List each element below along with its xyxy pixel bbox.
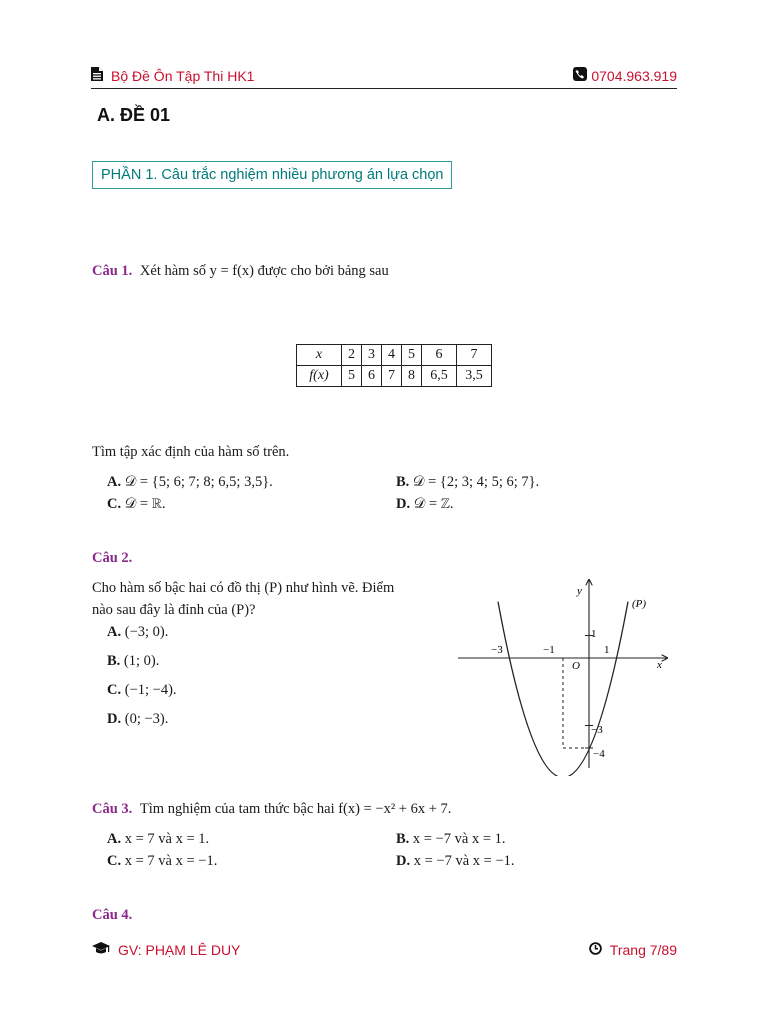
table-row-x xyxy=(297,345,492,366)
q3-option-d[interactable] xyxy=(396,853,515,870)
y-axis-label: y xyxy=(577,585,582,597)
tick-label-y-minus3: −3 xyxy=(591,724,603,736)
tick-label-y-minus4: −4 xyxy=(593,748,605,760)
option-letter: D. xyxy=(107,711,122,727)
tick-label-x-minus1: −1 xyxy=(543,644,555,656)
option-text: 𝒟 = {5; 6; 7; 8; 6,5; 3,5}. xyxy=(124,474,273,490)
question-2 xyxy=(92,550,132,567)
graduation-cap-icon xyxy=(92,942,110,958)
q2-label: Câu 2. xyxy=(92,550,133,566)
tick-label-y-1: 1 xyxy=(591,628,597,640)
table-cell: f(x) xyxy=(297,366,342,387)
question-3 xyxy=(92,801,451,818)
option-letter: D. xyxy=(396,496,411,512)
parabola-graph xyxy=(455,576,670,776)
table-row-fx xyxy=(297,366,492,387)
page-number: Trang 7/89 xyxy=(609,942,677,958)
q2-option-c[interactable] xyxy=(107,682,177,699)
q1-text: Xét hàm số y = f(x) được cho bởi bảng sau xyxy=(139,263,389,279)
q2-option-a[interactable] xyxy=(107,624,168,641)
option-letter: A. xyxy=(107,624,122,640)
option-letter: C. xyxy=(107,682,122,698)
table-cell: x xyxy=(297,345,342,366)
table-cell: 3,5 xyxy=(457,366,492,387)
option-text: x = −7 và x = 1. xyxy=(412,831,506,847)
tick-label-x-minus3: −3 xyxy=(491,644,503,656)
q1-prompt: Tìm tập xác định của hàm số trên. xyxy=(92,444,290,460)
table-cell: 5 xyxy=(402,345,422,366)
table-cell: 6 xyxy=(422,345,457,366)
option-text: (−1; −4). xyxy=(124,682,177,698)
table-cell: 6,5 xyxy=(422,366,457,387)
q3-option-c[interactable] xyxy=(107,853,217,870)
option-letter: B. xyxy=(107,653,121,669)
q3-option-a[interactable] xyxy=(107,831,209,848)
q2-text-line1: Cho hàm số bậc hai có đồ thị (P) như hình vẽ. Điểm xyxy=(92,580,395,596)
q3-option-b[interactable] xyxy=(396,831,506,848)
option-letter: B. xyxy=(396,831,410,847)
document-icon xyxy=(91,67,103,84)
section-title-text: PHẦN 1. Câu trắc nghiệm nhiều phương án lựa chọn xyxy=(101,167,444,183)
option-letter: A. xyxy=(107,831,122,847)
option-text: (0; −3). xyxy=(124,711,169,727)
phone-number: 0704.963.919 xyxy=(591,67,677,84)
footer-left xyxy=(92,942,240,958)
option-text: x = 7 và x = 1. xyxy=(124,831,210,847)
header-left xyxy=(91,67,254,84)
option-letter: D. xyxy=(396,853,411,869)
teacher-name: GV: PHẠM LÊ DUY xyxy=(118,942,241,958)
option-text: (−3; 0). xyxy=(124,624,169,640)
phone-icon xyxy=(573,67,587,84)
question-1 xyxy=(92,263,389,280)
q2-option-b[interactable] xyxy=(107,653,159,670)
section-title xyxy=(92,161,452,189)
option-letter: B. xyxy=(396,474,410,490)
option-text: x = −7 và x = −1. xyxy=(413,853,515,869)
option-letter: C. xyxy=(107,496,122,512)
option-text: 𝒟 = ℝ. xyxy=(124,496,166,512)
question-4 xyxy=(92,907,132,924)
table-cell: 2 xyxy=(342,345,362,366)
exam-title: A. ĐỀ 01 xyxy=(97,105,171,125)
q4-label: Câu 4. xyxy=(92,907,133,923)
value-table xyxy=(296,344,492,387)
table-cell: 5 xyxy=(342,366,362,387)
clock-icon xyxy=(589,942,602,958)
q3-text: Tìm nghiệm của tam thức bậc hai f(x) = −x² + 6x + 7. xyxy=(139,801,452,817)
curve-label: (P) xyxy=(632,598,647,610)
tick-label-x-1: 1 xyxy=(604,644,610,656)
q2-text-line2: nào sau đây là đỉnh của (P)? xyxy=(92,602,256,618)
footer-right xyxy=(589,942,677,958)
table-cell: 6 xyxy=(362,366,382,387)
table-cell: 7 xyxy=(457,345,492,366)
option-text: (1; 0). xyxy=(123,653,160,669)
doc-title: Bộ Đề Ôn Tập Thi HK1 xyxy=(111,67,255,84)
option-text: 𝒟 = ℤ. xyxy=(413,496,454,512)
header-right xyxy=(573,67,677,84)
q1-label: Câu 1. xyxy=(92,263,133,279)
table-cell: 3 xyxy=(362,345,382,366)
page-header xyxy=(91,66,677,89)
option-text: x = 7 và x = −1. xyxy=(124,853,218,869)
table-cell: 4 xyxy=(382,345,402,366)
q1-option-b[interactable] xyxy=(396,474,539,491)
option-text: 𝒟 = {2; 3; 4; 5; 6; 7}. xyxy=(412,474,540,490)
q1-option-c[interactable] xyxy=(107,496,166,513)
x-axis-label: x xyxy=(657,659,662,671)
table-cell: 8 xyxy=(402,366,422,387)
table-cell: 7 xyxy=(382,366,402,387)
q3-label: Câu 3. xyxy=(92,801,133,817)
q2-option-d[interactable] xyxy=(107,711,168,728)
option-letter: A. xyxy=(107,474,122,490)
origin-label: O xyxy=(572,660,580,672)
q1-option-d[interactable] xyxy=(396,496,454,513)
q1-option-a[interactable] xyxy=(107,474,273,491)
option-letter: C. xyxy=(107,853,122,869)
